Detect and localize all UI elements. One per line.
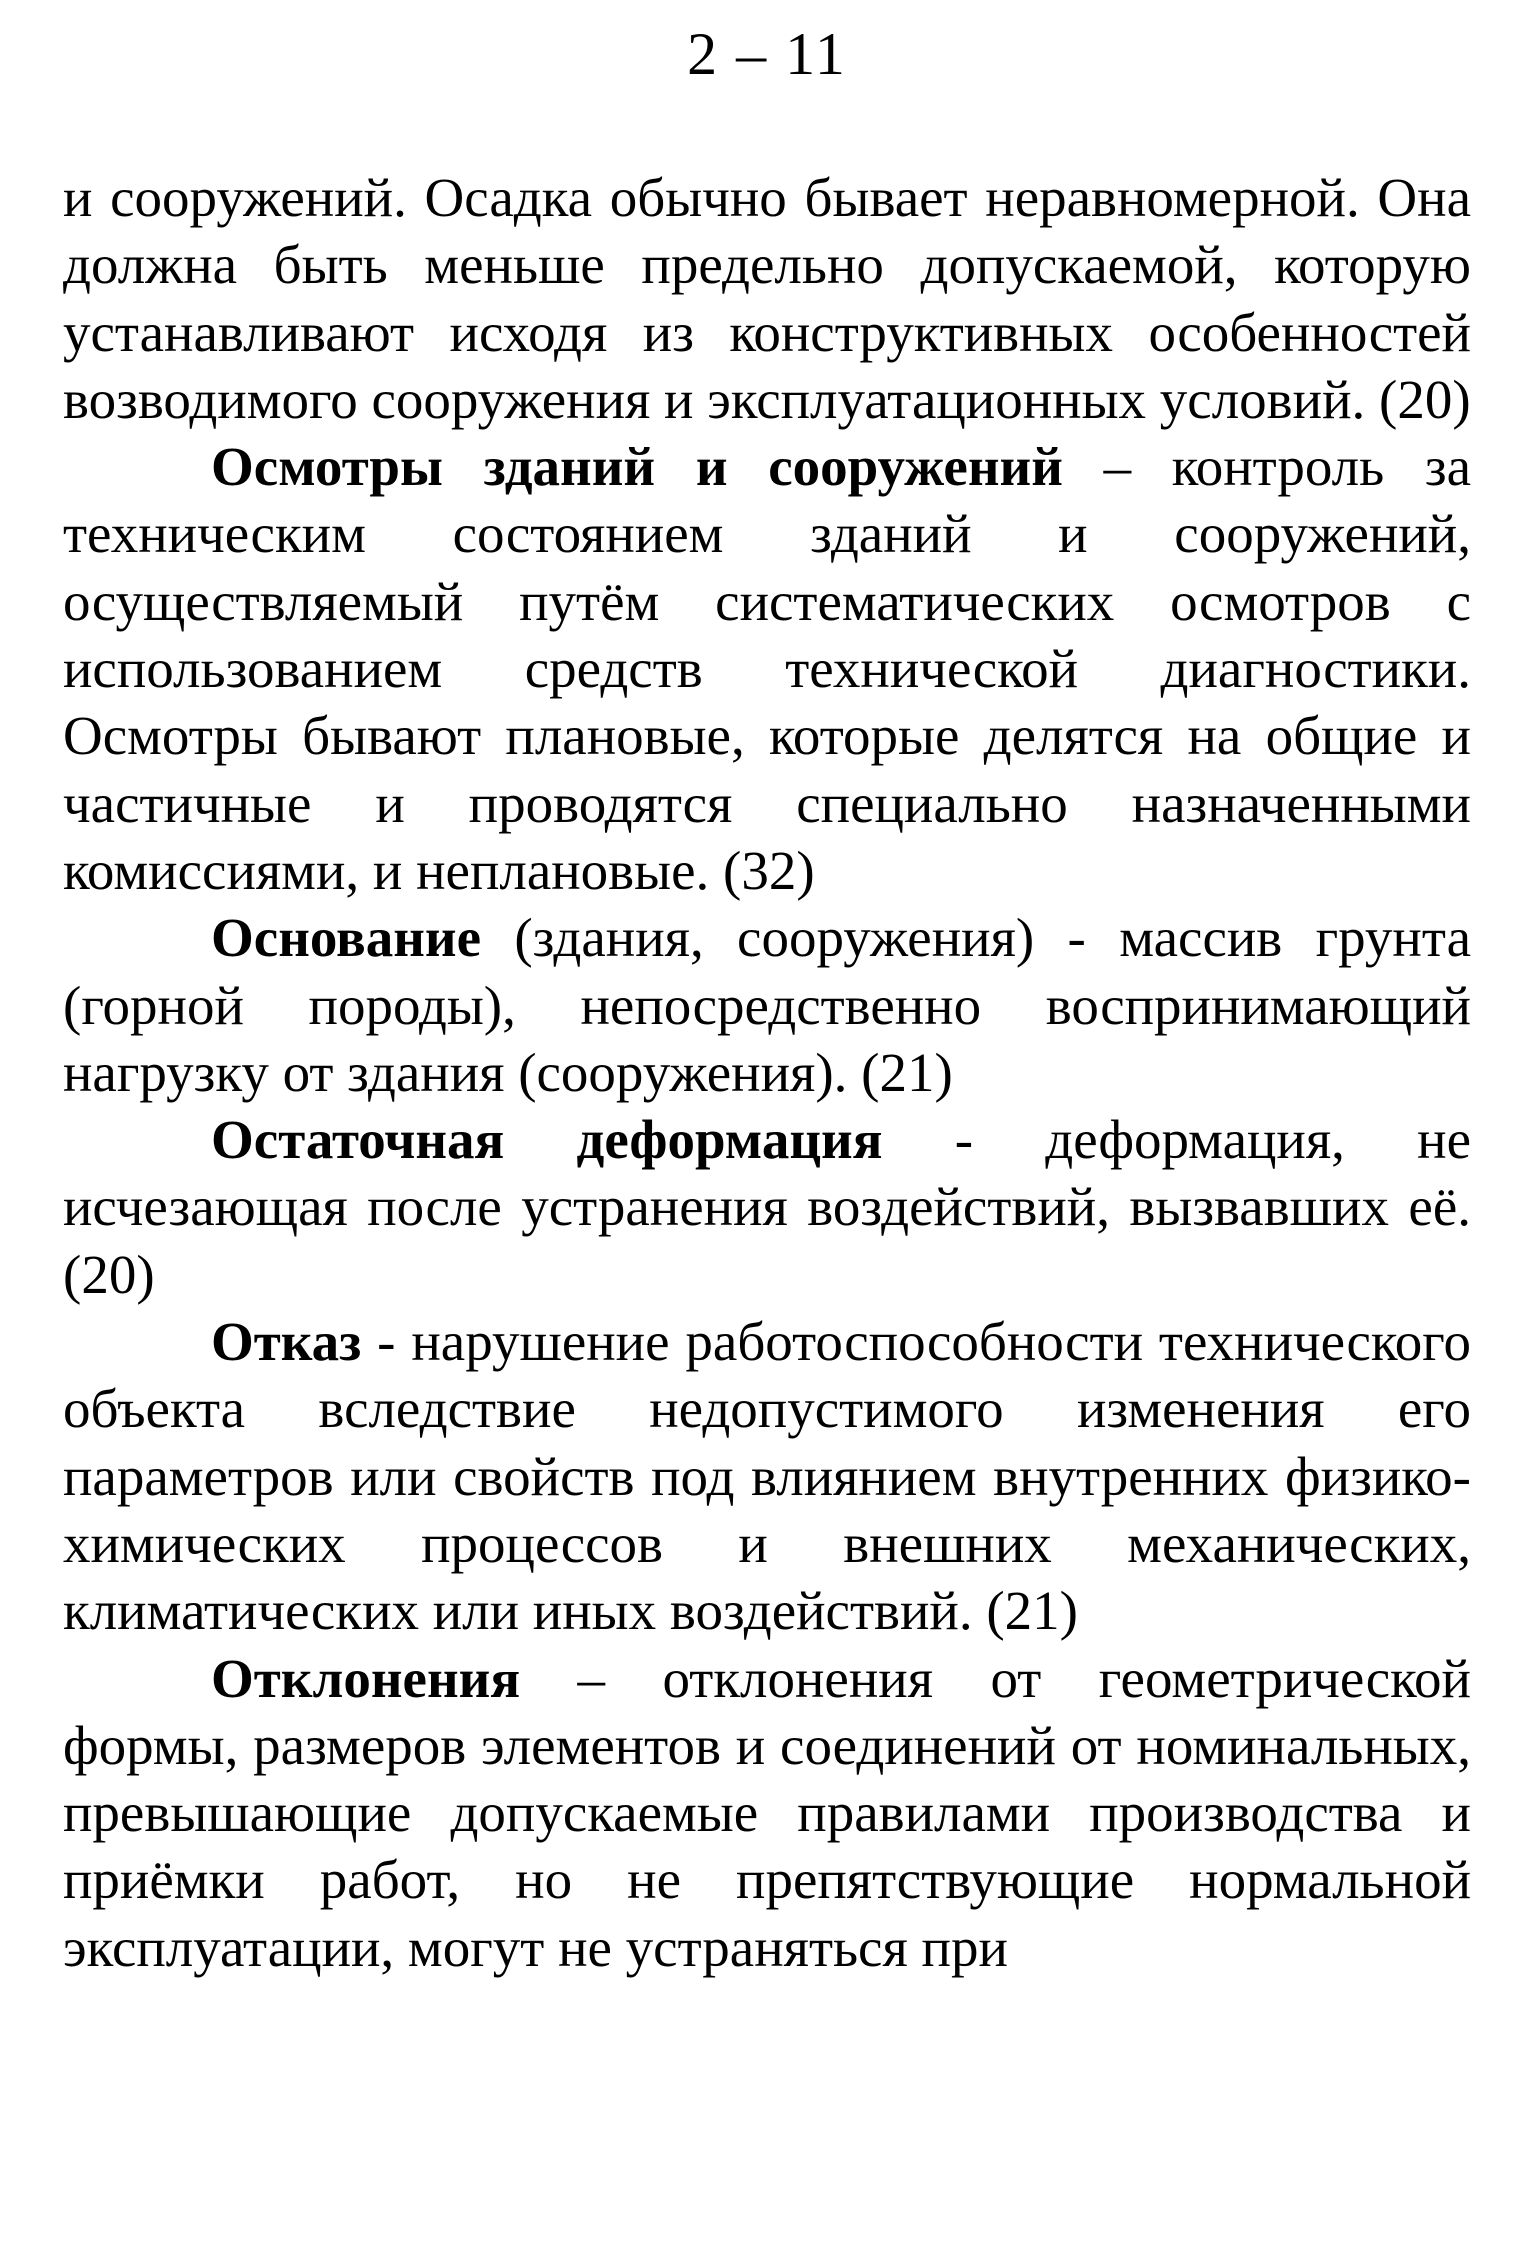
glossary-definition: - нарушение работоспособности технического объекта вследствие недопустимого изменения его параметров или свойств под влиянием внутренних физико-химических процессов и внешних механических, климатических или иных воздействий. (21) (63, 1311, 1471, 1642)
glossary-term: Осмотры зданий и сооружений (211, 436, 1063, 498)
glossary-entry-failure (63, 1308, 1471, 1644)
glossary-term: Основание (211, 907, 482, 969)
page-number: 2 – 11 (687, 21, 847, 87)
glossary-definition: - деформация, не исчезающая после устранения воздействий, вызвавших её. (20) (63, 1109, 1471, 1305)
glossary-entry-foundation (63, 904, 1471, 1106)
glossary-body (63, 164, 1471, 1981)
continuation-paragraph: и сооружений. Осадка обычно бывает неравномерной. Она должна быть меньше предельно допускаемой, которую устанавливают исходя из конструктивных особенностей возводимого сооружения и эксплуатационных условий. (20) (63, 167, 1471, 430)
glossary-term: Отказ (211, 1311, 362, 1373)
glossary-term: Остаточная деформация (211, 1109, 883, 1171)
glossary-entry-inspections (63, 433, 1471, 904)
glossary-entry-residual-deformation (63, 1106, 1471, 1308)
glossary-definition: – контроль за техническим состоянием зданий и сооружений, осуществляемый путём систематических осмотров с использованием средств технической диагностики. Осмотры бывают плановые, которые делятся на общие и частичные и проводятся специально назначенными комиссиями, и неплановые. (32) (63, 436, 1471, 901)
glossary-definition: (здания, сооружения) - массив грунта (горной породы), непосредственно воспринимающий нагрузку от здания (сооружения). (21) (63, 907, 1471, 1103)
glossary-definition: – отклонения от геометрической формы, размеров элементов и соединений от номинальных, превышающие допускаемые правилами производства и приёмки работ, но не препятствующие нормальной эксплуатации, могут не устраняться при (63, 1647, 1471, 1978)
glossary-term: Отклонения (211, 1647, 521, 1709)
glossary-entry-deviations (63, 1645, 1471, 1981)
